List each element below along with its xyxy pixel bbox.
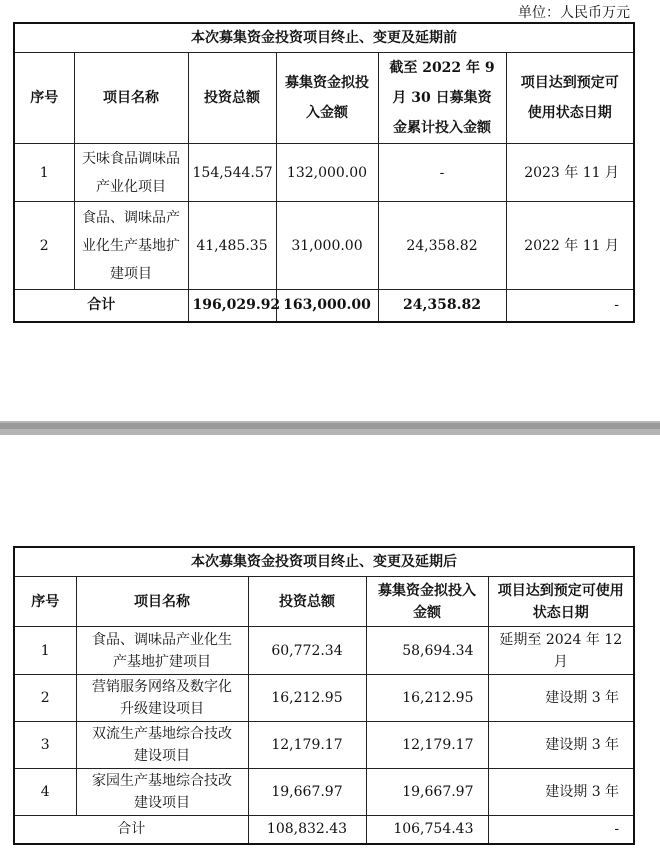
cell-no: 2 (14, 675, 76, 722)
col-header: 募集资金拟投入金额 (276, 53, 378, 144)
total-row (14, 816, 634, 844)
table-after (13, 546, 635, 845)
total-date: - (488, 816, 634, 844)
col-header: 序号 (14, 53, 74, 144)
col-header: 截至 2022 年 9 月 30 日募集资金累计投入金额 (378, 53, 506, 144)
table-row (14, 627, 634, 675)
cell-total: 16,212.95 (248, 675, 366, 722)
cell-name: 天味食品调味品产业化项目 (74, 144, 188, 202)
cell-no: 1 (14, 144, 74, 202)
total-date: - (506, 290, 634, 322)
total-planned: 163,000.00 (276, 290, 378, 322)
cell-total: 60,772.34 (248, 627, 366, 675)
col-header: 序号 (14, 577, 76, 627)
cell-no: 2 (14, 202, 74, 290)
col-header: 投资总额 (248, 577, 366, 627)
table-caption: 本次募集资金投资项目终止、变更及延期后 (14, 547, 634, 577)
cell-total: 154,544.57 (188, 144, 276, 202)
total-total: 108,832.43 (248, 816, 366, 844)
total-total: 196,029.92 (188, 290, 276, 322)
cell-no: 1 (14, 627, 76, 675)
total-label: 合计 (14, 816, 248, 844)
total-planned: 106,754.43 (366, 816, 488, 844)
table-row (14, 769, 634, 816)
col-header: 募集资金拟投入金额 (366, 577, 488, 627)
table-row (14, 722, 634, 769)
cell-no: 3 (14, 722, 76, 769)
cell-planned: 132,000.00 (276, 144, 378, 202)
cell-date: 建设期 3 年 (488, 722, 634, 769)
cell-no: 4 (14, 769, 76, 816)
table-caption: 本次募集资金投资项目终止、变更及延期前 (14, 23, 634, 53)
cell-planned: 19,667.97 (366, 769, 488, 816)
cell-name: 食品、调味品产业化生产基地扩建项目 (76, 627, 248, 675)
page-separator-line (0, 423, 660, 429)
cell-date: 建设期 3 年 (488, 675, 634, 722)
col-header: 投资总额 (188, 53, 276, 144)
col-header: 项目名称 (76, 577, 248, 627)
col-header: 项目达到预定可使用状态日期 (488, 577, 634, 627)
cell-name: 食品、调味品产业化生产基地扩建项目 (74, 202, 188, 290)
table-before (13, 22, 635, 323)
table-row (14, 202, 634, 290)
cell-name: 双流生产基地综合技改建设项目 (76, 722, 248, 769)
table-row (14, 675, 634, 722)
cell-name: 家园生产基地综合技改建设项目 (76, 769, 248, 816)
cell-planned: 12,179.17 (366, 722, 488, 769)
cell-date: 2022 年 11 月 (506, 202, 634, 290)
cell-date: 建设期 3 年 (488, 769, 634, 816)
total-cumulative: 24,358.82 (378, 290, 506, 322)
cell-planned: 58,694.34 (366, 627, 488, 675)
cell-name: 营销服务网络及数字化升级建设项目 (76, 675, 248, 722)
col-header: 项目名称 (74, 53, 188, 144)
unit-label: 单位：人民币万元 (518, 5, 630, 21)
cell-total: 12,179.17 (248, 722, 366, 769)
table-row (14, 144, 634, 202)
cell-date: 2023 年 11 月 (506, 144, 634, 202)
col-header: 项目达到预定可使用状态日期 (506, 53, 634, 144)
cell-planned: 16,212.95 (366, 675, 488, 722)
cell-planned: 31,000.00 (276, 202, 378, 290)
cell-total: 41,485.35 (188, 202, 276, 290)
cell-cumulative: 24,358.82 (378, 202, 506, 290)
cell-cumulative: - (378, 144, 506, 202)
cell-total: 19,667.97 (248, 769, 366, 816)
total-row (14, 290, 634, 322)
total-label: 合计 (14, 290, 188, 322)
cell-date: 延期至 2024 年 12 月 (488, 627, 634, 675)
